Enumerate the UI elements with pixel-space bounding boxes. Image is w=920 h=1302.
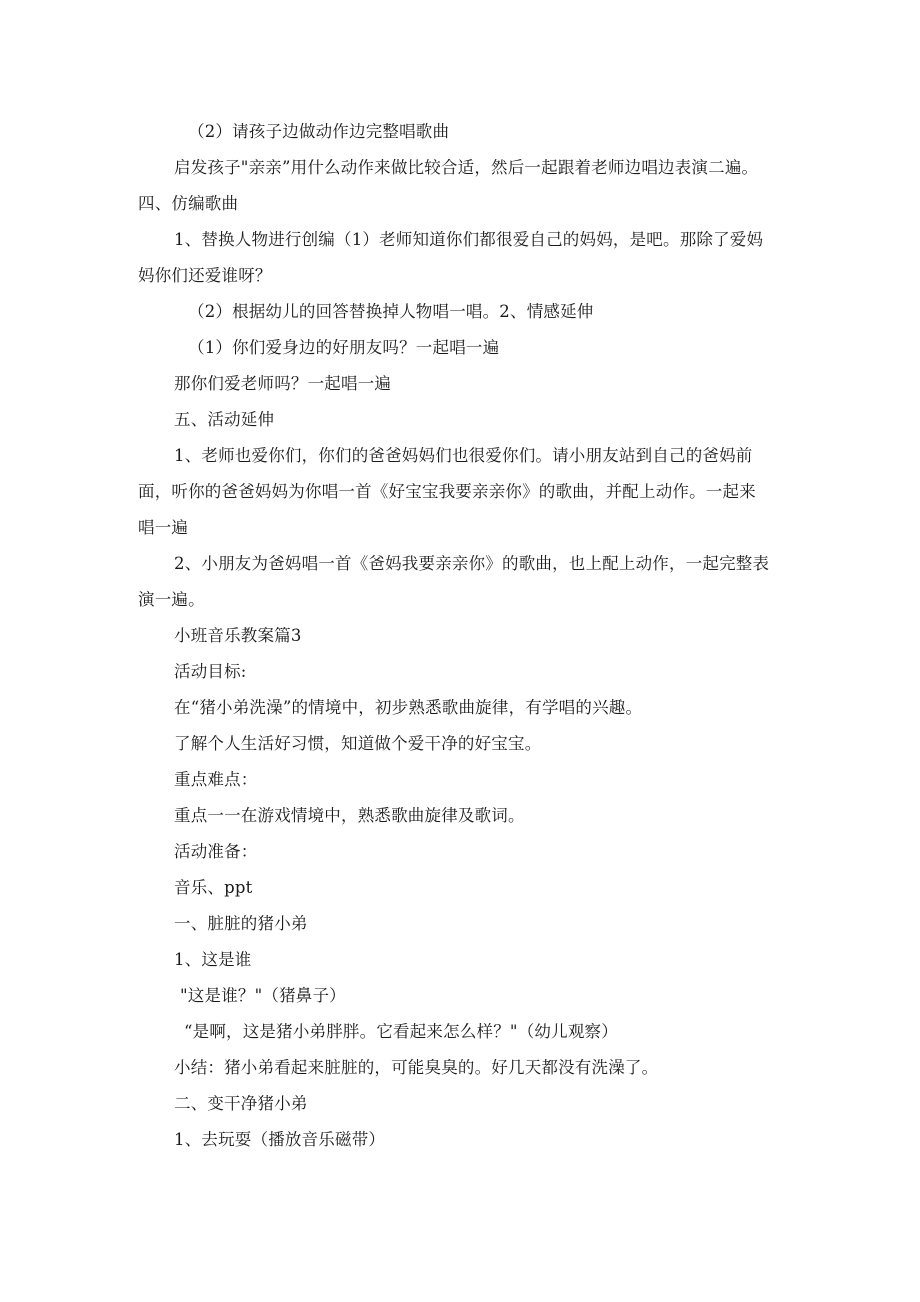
- section-heading-4: 四、仿编歌曲: [138, 194, 239, 213]
- text-line-21: 活动准备：: [174, 842, 258, 861]
- text-line-7: （1）你们爱身边的好朋友吗？一起唱一遍: [188, 338, 500, 357]
- text-line-11: 面，听你的爸爸妈妈为你唱一首《好宝宝我要亲亲你》的歌曲，并配上动作。一起来: [138, 482, 756, 501]
- text-line-27: 小结：猪小弟看起来脏脏的，可能臭臭的。好几天都没有洗澡了。: [174, 1058, 659, 1077]
- text-line-12: 唱一遍: [138, 518, 189, 537]
- text-line-26: “是啊，这是猪小弟胖胖。它看起来怎么样？"（幼儿观察）: [184, 1022, 618, 1041]
- text-line-4: 1、替换人物进行创编（1）老师知道你们都很爱自己的妈妈，是吧。那除了爱妈: [174, 230, 764, 249]
- text-line-29: 1、去玩耍（播放音乐磁带）: [174, 1130, 386, 1149]
- text-line-20: 重点一一在游戏情境中，熟悉歌曲旋律及歌词。: [174, 806, 525, 825]
- text-line-5: 妈你们还爱谁呀？: [138, 266, 272, 285]
- text-line-22: 音乐、ppt: [174, 878, 253, 897]
- text-line-23: 一、脏脏的猪小弟: [174, 914, 308, 933]
- text-line-17: 在“猪小弟洗澡”的情境中，初步熟悉歌曲旋律，有学唱的兴趣。: [174, 698, 643, 717]
- text-line-6: （2）根据幼儿的回答替换掉人物唱一唱。2、情感延伸: [188, 302, 594, 321]
- section-heading-5: 五、活动延伸: [174, 410, 275, 429]
- text-line-18: 了解个人生活好习惯，知道做个爱干净的好宝宝。: [174, 734, 542, 753]
- text-line-19: 重点难点：: [174, 770, 258, 789]
- text-line-14: 演一遍。: [138, 590, 205, 609]
- text-line-24: 1、这是谁: [174, 950, 252, 969]
- text-line-1: （2）请孩子边做动作边完整唱歌曲: [188, 122, 450, 141]
- text-line-2: 启发孩子"亲亲”用什么动作来做比较合适，然后一起跟着老师边唱边表演二遍。: [174, 158, 759, 177]
- text-line-8: 那你们爱老师吗？一起唱一遍: [174, 374, 392, 393]
- text-line-13: 2、小朋友为爸妈唱一首《爸妈我要亲亲你》的歌曲，也上配上动作，一起完整表: [174, 554, 770, 573]
- text-line-16: 活动目标:: [174, 662, 247, 681]
- lesson-title: 小班音乐教案篇3: [174, 626, 302, 645]
- text-line-10: 1、老师也爱你们，你们的爸爸妈妈们也很爱你们。请小朋友站到自己的爸妈前: [174, 446, 753, 465]
- text-line-28: 二、变干净猪小弟: [174, 1094, 308, 1113]
- text-line-25: "这是谁？"（猪鼻子）: [180, 986, 346, 1005]
